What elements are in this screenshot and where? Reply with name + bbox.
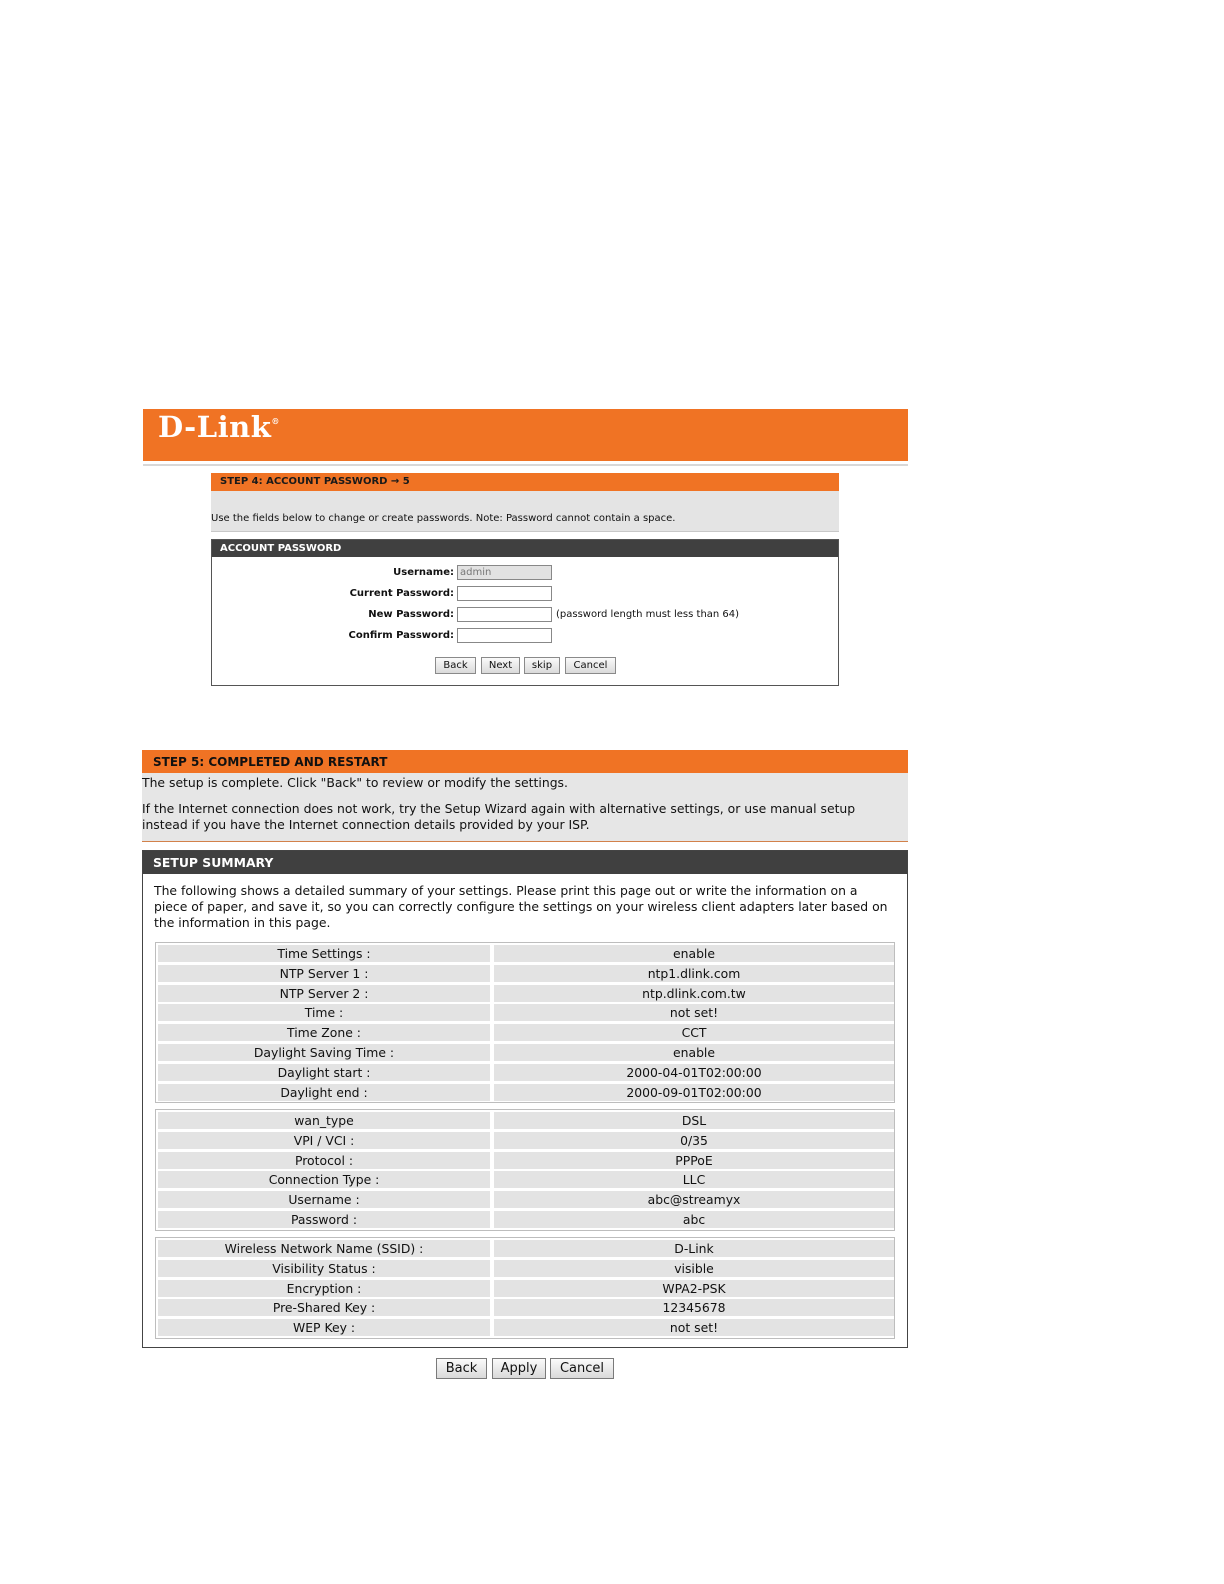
step4-back-button[interactable]: Back — [435, 657, 476, 674]
summary-value: not set! — [494, 1319, 894, 1336]
summary-label: Pre-Shared Key : — [158, 1299, 490, 1316]
summary-value: abc@streamyx — [494, 1191, 894, 1208]
account-password-title: ACCOUNT PASSWORD — [212, 540, 838, 557]
summary-row — [157, 1239, 893, 1259]
username-label: Username: — [393, 567, 454, 578]
step5-description — [142, 773, 908, 842]
summary-row — [157, 1063, 893, 1083]
step4-next-button[interactable]: Next — [481, 657, 520, 674]
dlink-banner — [143, 409, 908, 461]
confirm-password-row — [212, 627, 838, 644]
summary-value: visible — [494, 1260, 894, 1277]
summary-label: Password : — [158, 1211, 490, 1228]
summary-label: Daylight end : — [158, 1084, 490, 1101]
setup-summary-title: SETUP SUMMARY — [143, 851, 907, 874]
step5-title: STEP 5: COMPLETED AND RESTART — [142, 750, 908, 773]
summary-label: Time Zone : — [158, 1024, 490, 1041]
summary-row — [157, 1210, 893, 1230]
current-password-input[interactable] — [457, 586, 552, 601]
connection-help-text: If the Internet connection does not work, try the Setup Wizard again with alternative settings, or use manual setup instead if you have the Internet connection details provided by your ISP. — [142, 801, 856, 832]
summary-value: 0/35 — [494, 1132, 894, 1149]
step5-screenshot — [142, 750, 908, 1390]
new-password-input[interactable] — [457, 607, 552, 622]
summary-row — [157, 1318, 893, 1338]
summary-row — [157, 1170, 893, 1190]
summary-label: Daylight start : — [158, 1064, 490, 1081]
step4-description: Use the fields below to change or create passwords. Note: Password cannot contain a space. — [211, 491, 839, 532]
summary-value: not set! — [494, 1004, 894, 1021]
summary-value: 12345678 — [494, 1299, 894, 1316]
summary-value: ntp.dlink.com.tw — [494, 985, 894, 1002]
summary-value: 2000-04-01T02:00:00 — [494, 1064, 894, 1081]
registered-mark: ® — [271, 416, 280, 426]
summary-value: PPPoE — [494, 1152, 894, 1169]
step4-title: STEP 4: ACCOUNT PASSWORD → 5 — [211, 473, 839, 491]
summary-value: ntp1.dlink.com — [494, 965, 894, 982]
new-password-row — [212, 606, 838, 623]
username-row — [212, 564, 838, 581]
summary-label: NTP Server 2 : — [158, 985, 490, 1002]
summary-value: enable — [494, 1044, 894, 1061]
summary-label: Encryption : — [158, 1280, 490, 1297]
summary-label: Time : — [158, 1004, 490, 1021]
summary-row — [157, 1190, 893, 1210]
account-password-panel — [211, 539, 839, 686]
summary-label: Daylight Saving Time : — [158, 1044, 490, 1061]
summary-row — [157, 984, 893, 1004]
summary-row — [157, 1083, 893, 1103]
setup-complete-text: The setup is complete. Click "Back" to review or modify the settings. — [142, 775, 568, 790]
summary-row — [157, 1151, 893, 1171]
password-length-hint: (password length must less than 64) — [556, 609, 740, 620]
apply-button[interactable]: Apply — [492, 1358, 546, 1379]
current-password-label: Current Password: — [349, 588, 454, 599]
summary-row — [157, 1043, 893, 1063]
summary-label: NTP Server 1 : — [158, 965, 490, 982]
summary-label: Connection Type : — [158, 1171, 490, 1188]
summary-label: Wireless Network Name (SSID) : — [158, 1240, 490, 1257]
current-password-row — [212, 585, 838, 602]
step5-back-button[interactable]: Back — [436, 1358, 487, 1379]
new-password-label: New Password: — [368, 609, 454, 620]
time-settings-table — [155, 942, 895, 1103]
dlink-logo-text: D-Link — [158, 410, 272, 444]
summary-value: D-Link — [494, 1240, 894, 1257]
summary-row — [157, 1259, 893, 1279]
summary-label: Time Settings : — [158, 945, 490, 962]
wan-settings-table — [155, 1109, 895, 1231]
banner-divider — [143, 464, 908, 466]
summary-label: WEP Key : — [158, 1319, 490, 1336]
summary-value: LLC — [494, 1171, 894, 1188]
summary-row — [157, 1023, 893, 1043]
summary-label: VPI / VCI : — [158, 1132, 490, 1149]
confirm-password-label: Confirm Password: — [348, 630, 454, 641]
summary-row — [157, 944, 893, 964]
summary-value: CCT — [494, 1024, 894, 1041]
wireless-settings-table — [155, 1237, 895, 1339]
summary-label: Username : — [158, 1191, 490, 1208]
step4-cancel-button[interactable]: Cancel — [565, 657, 616, 674]
summary-row — [157, 1131, 893, 1151]
summary-row — [157, 964, 893, 984]
summary-value: abc — [494, 1211, 894, 1228]
summary-value: enable — [494, 945, 894, 962]
summary-row — [157, 1003, 893, 1023]
dlink-logo[interactable] — [158, 410, 280, 444]
summary-label: Protocol : — [158, 1152, 490, 1169]
username-input[interactable]: admin — [457, 565, 552, 580]
setup-summary-intro: The following shows a detailed summary of your settings. Please print this page out or write the information on a piece of paper, and save it, so you can correctly configure the settings on your wireless client adapters later based on the information in this page. — [154, 883, 888, 930]
step4-skip-button[interactable]: skip — [524, 657, 560, 674]
summary-row — [157, 1279, 893, 1299]
step4-screenshot — [143, 409, 908, 691]
summary-value: 2000-09-01T02:00:00 — [494, 1084, 894, 1101]
summary-row — [157, 1298, 893, 1318]
step5-cancel-button[interactable]: Cancel — [550, 1358, 614, 1379]
summary-value: WPA2-PSK — [494, 1280, 894, 1297]
summary-label: wan_type — [158, 1112, 490, 1129]
summary-label: Visibility Status : — [158, 1260, 490, 1277]
summary-row — [157, 1111, 893, 1131]
confirm-password-input[interactable] — [457, 628, 552, 643]
setup-summary-panel — [142, 850, 908, 1348]
summary-value: DSL — [494, 1112, 894, 1129]
